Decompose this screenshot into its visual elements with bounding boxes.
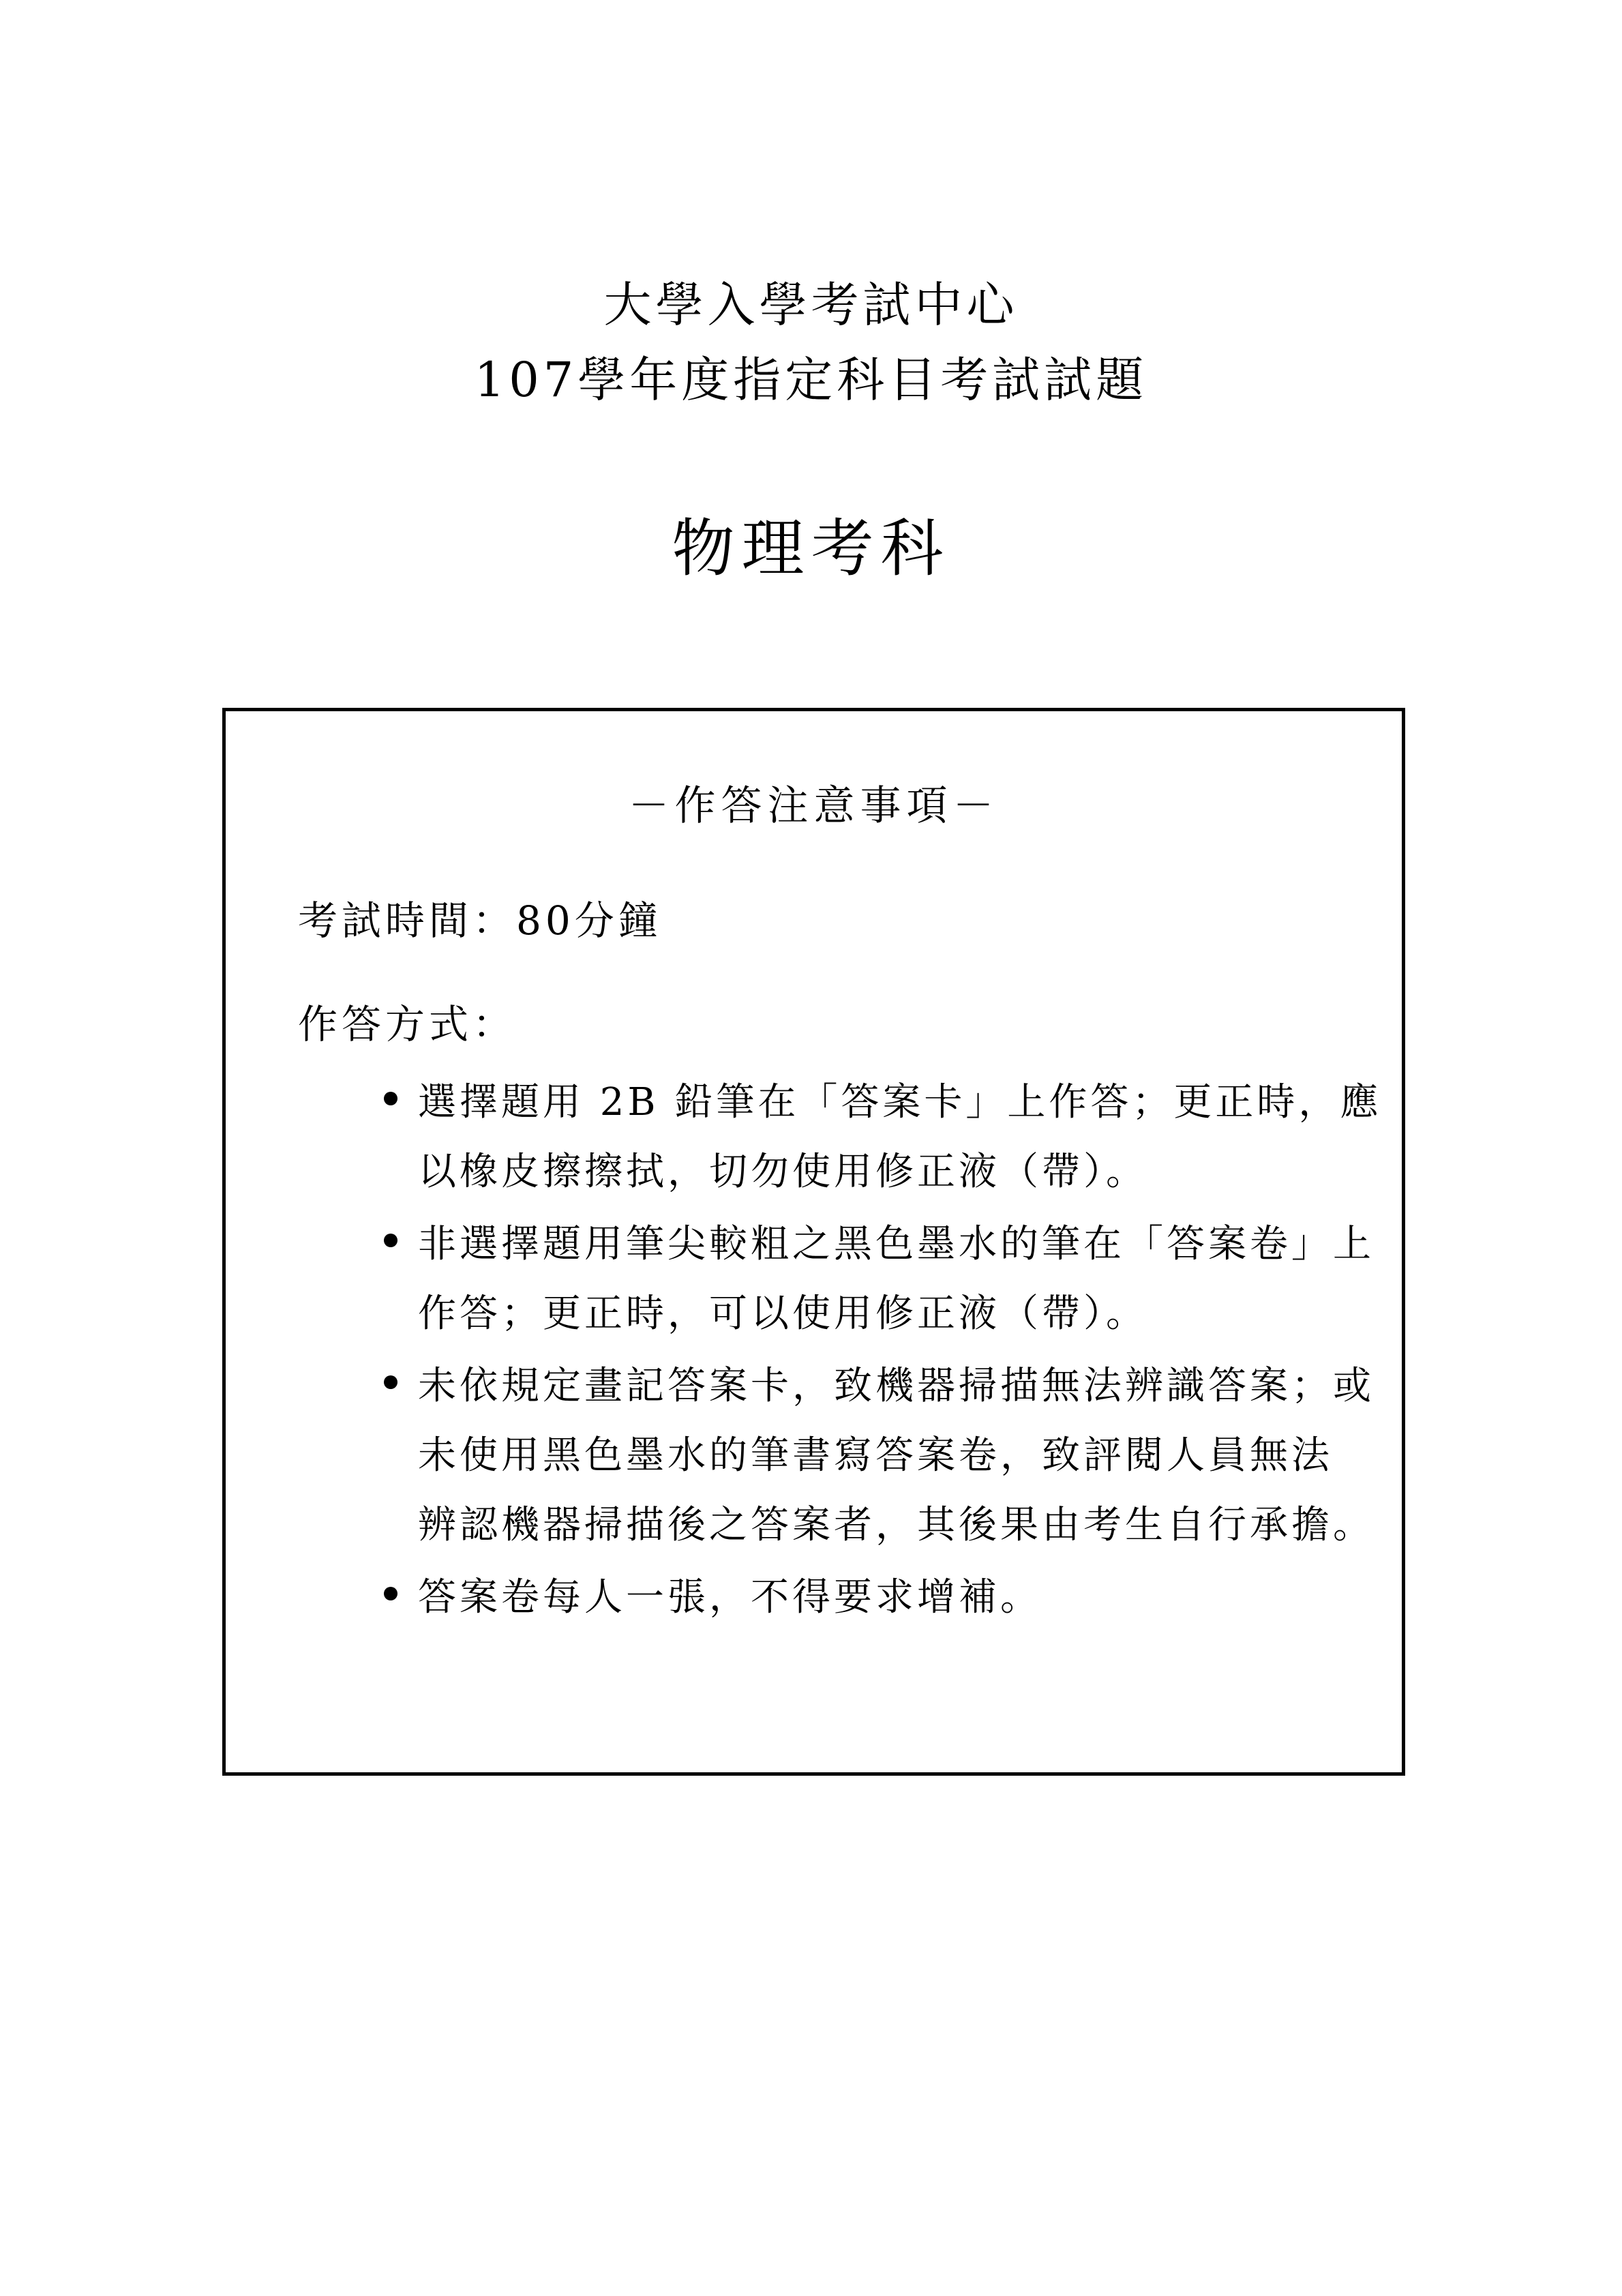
exam-time: 考試時間：80分鐘 bbox=[298, 897, 662, 944]
page-header bbox=[0, 267, 1622, 417]
list-item-line: 未依規定畫記答案卡，致機器掃描無法辨識答案；或 bbox=[418, 1364, 1375, 1408]
bullet-icon bbox=[384, 1375, 397, 1389]
bullet-icon bbox=[384, 1092, 397, 1105]
list-item bbox=[384, 1563, 1366, 1632]
subject-title: 物理考科 bbox=[672, 512, 950, 585]
list-item bbox=[384, 1210, 1375, 1349]
instruction-list bbox=[384, 1068, 1382, 1635]
list-item bbox=[384, 1352, 1375, 1560]
list-item-line: 作答；更正時，可以使用修正液（帶）。 bbox=[418, 1292, 1147, 1336]
list-item-line: 以橡皮擦擦拭，切勿使用修正液（帶）。 bbox=[418, 1150, 1147, 1194]
organization-title: 大學入學考試中心 bbox=[603, 277, 1019, 333]
notice-box bbox=[222, 708, 1405, 1776]
list-item-line: 非選擇題用筆尖較粗之黑色墨水的筆在「答案卷」上 bbox=[418, 1222, 1375, 1266]
list-item-line: 辨認機器掃描後之答案者，其後果由考生自行承擔。 bbox=[418, 1503, 1375, 1547]
list-item-line: 未使用黑色墨水的筆書寫答案卷，致評閱人員無法 bbox=[418, 1433, 1333, 1478]
answer-method-label: 作答方式： bbox=[298, 1001, 517, 1047]
list-item-line: 選擇題用 2B 鉛筆在「答案卡」上作答；更正時，應 bbox=[418, 1080, 1382, 1124]
bullet-icon bbox=[384, 1234, 397, 1247]
bullet-icon bbox=[384, 1587, 397, 1600]
notice-heading: －作答注意事項－ bbox=[628, 782, 1000, 830]
list-item-line: 答案卷每人一張，不得要求增補。 bbox=[418, 1575, 1042, 1620]
list-item bbox=[384, 1068, 1382, 1207]
exam-title: 107學年度指定科目考試試題 bbox=[474, 352, 1148, 408]
